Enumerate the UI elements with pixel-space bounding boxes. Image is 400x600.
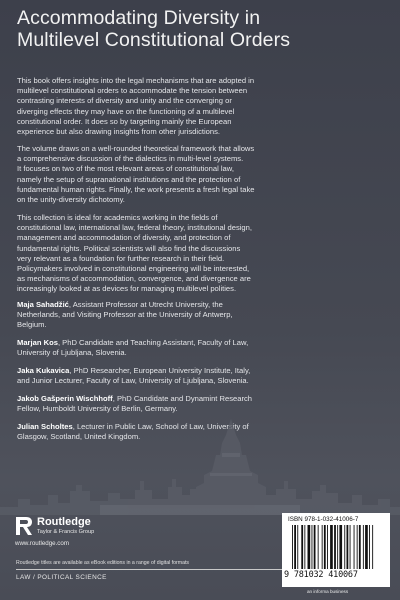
- text-line: management and accommodation of diversity, and protection of: [17, 233, 231, 243]
- barcode-bar: [363, 525, 364, 569]
- title-line: Accommodating Diversity in: [17, 7, 261, 29]
- text-line: This collection is ideal for academics working in the fields of: [17, 213, 218, 222]
- barcode-bar: [372, 525, 373, 569]
- contributor-entry: [17, 300, 393, 331]
- title-line: Multilevel Constitutional Orders: [17, 29, 291, 51]
- blurb-paragraph-3: [17, 213, 393, 295]
- blurb-paragraph-2: [17, 144, 393, 205]
- text-line: as mechanisms of accommodation, convergence, and divergence are: [17, 274, 251, 284]
- contributor-affiliation: , PhD Candidate and Teaching Assistant, Faculty of Law,: [57, 338, 249, 347]
- text-line: fundamental rights. Political scientists will also find the discussions: [17, 243, 241, 253]
- barcode-bar: [365, 525, 368, 569]
- text-line: diverging effects they may have on the functioning of a multilevel: [17, 106, 235, 116]
- barcode-bar: [301, 525, 303, 569]
- text-line: namely the setup of supranational institutions and the protection of: [17, 174, 241, 184]
- publisher-logo: [15, 516, 155, 550]
- informa-label: an informa business: [307, 589, 349, 594]
- text-line: Policymakers involved in constitutional engineering will be interested,: [17, 264, 250, 274]
- contributor-affiliation: University of Ljubljana, Slovenia.: [17, 348, 127, 358]
- barcode-bar: [350, 525, 351, 569]
- subject-category: LAW / POLITICAL SCIENCE: [16, 574, 107, 581]
- contributor-affiliation: Fellow, Humboldt University of Berlin, Germany.: [17, 404, 178, 414]
- contributor-entry: [17, 366, 393, 386]
- text-line: constitutional order. It does so by targeting mainly the European: [17, 116, 232, 126]
- barcode-digits: 9 781032 410067: [284, 570, 358, 580]
- contributor-affiliation: Netherlands, and Visiting Professor at the University of Antwerp,: [17, 310, 233, 320]
- barcode-bar: [354, 525, 355, 569]
- barcode-bar: [369, 525, 370, 569]
- text-line: constitutional law, international law, federal theory, institutional design,: [17, 223, 252, 233]
- contributor-affiliation: , PhD Candidate and Dynamint Research: [112, 394, 253, 403]
- barcode-bar: [347, 525, 349, 569]
- text-line: a comprehensive discussion of the dialectics in multi-level systems.: [17, 154, 244, 164]
- text-line: The volume draws on a well-rounded theoretical framework that allows: [17, 144, 255, 153]
- barcode-bar: [357, 525, 358, 569]
- barcode-bars: [292, 525, 384, 569]
- text-line: very relevant as a foundation for further research in their field.: [17, 253, 225, 263]
- contributor-affiliation: , Assistant Professor at Utrecht University, the: [68, 300, 223, 309]
- contributor-affiliation: Belgium.: [17, 320, 47, 330]
- contributor-name: Marjan Kos: [17, 338, 58, 347]
- contributor-entry: [17, 338, 393, 358]
- barcode-bar: [304, 525, 305, 569]
- barcode-bar: [294, 525, 296, 569]
- routledge-r-logo-icon: [15, 516, 33, 536]
- text-line: experience but also drawing insights from other jurisdictions.: [17, 127, 221, 137]
- barcode-bar: [359, 525, 361, 569]
- contributor-affiliation: , PhD Researcher, European University Institute, Italy,: [69, 366, 251, 375]
- text-line: contrasting interests of diversity and unity and the converging or: [17, 96, 232, 106]
- barcode-bar: [344, 525, 345, 569]
- text-line: This book offers insights into the legal mechanisms that are adopted in: [17, 76, 255, 85]
- barcode-bar: [337, 525, 338, 569]
- barcode-bar: [339, 525, 342, 569]
- parliament-skyline-illustration: [0, 395, 400, 515]
- isbn-label: ISBN 978-1-032-41006-7: [288, 516, 359, 523]
- publisher-name: Routledge: [37, 516, 91, 528]
- barcode-bar: [312, 525, 313, 569]
- blurb-paragraph-1: [17, 76, 393, 137]
- text-line: increasingly looked at as devices for managing multilevel polities.: [17, 284, 237, 294]
- barcode-bar: [322, 525, 323, 569]
- contributor-name: Julian Scholtes: [17, 422, 73, 431]
- text-line: fundamental human rights. Finally, the work presents a fresh legal take: [17, 184, 255, 194]
- barcode-bar: [324, 525, 326, 569]
- contributor-affiliation: , Lecturer in Public Law, School of Law, University of: [72, 422, 249, 431]
- contributor-name: Maja Sahadžić: [17, 300, 69, 309]
- barcode-bar: [314, 525, 316, 569]
- text-line: on the unity-diversity dichotomy.: [17, 195, 125, 205]
- barcode-bar: [318, 525, 319, 569]
- contributor-name: Jakob Gašperin Wischhoff: [17, 394, 113, 403]
- contributor-affiliation: and Junior Lecturer, Faculty of Law, University of Ljubljana, Slovenia.: [17, 376, 249, 386]
- barcode-bar: [334, 525, 336, 569]
- publisher-group: Taylor & Francis Group: [37, 529, 95, 535]
- text-line: multilevel constitutional orders to accommodate the tension between: [17, 86, 248, 96]
- barcode-bar: [297, 525, 298, 569]
- barcode-bar: [330, 525, 333, 569]
- barcode-bar: [308, 525, 311, 569]
- isbn-barcode: [282, 513, 390, 587]
- barcode-bar: [292, 525, 293, 569]
- barcode-bar: [327, 525, 328, 569]
- ebook-note: Routledge titles are available as eBook editions in a range of digital formats: [16, 560, 190, 566]
- contributor-name: Jaka Kukavica: [17, 366, 70, 375]
- contributor-affiliation: Glasgow, Scotland, United Kingdom.: [17, 432, 141, 442]
- publisher-url: www.routledge.com: [15, 540, 69, 547]
- text-line: It focuses on two of the most relevant areas of constitutional law,: [17, 164, 234, 174]
- book-title: [17, 7, 387, 51]
